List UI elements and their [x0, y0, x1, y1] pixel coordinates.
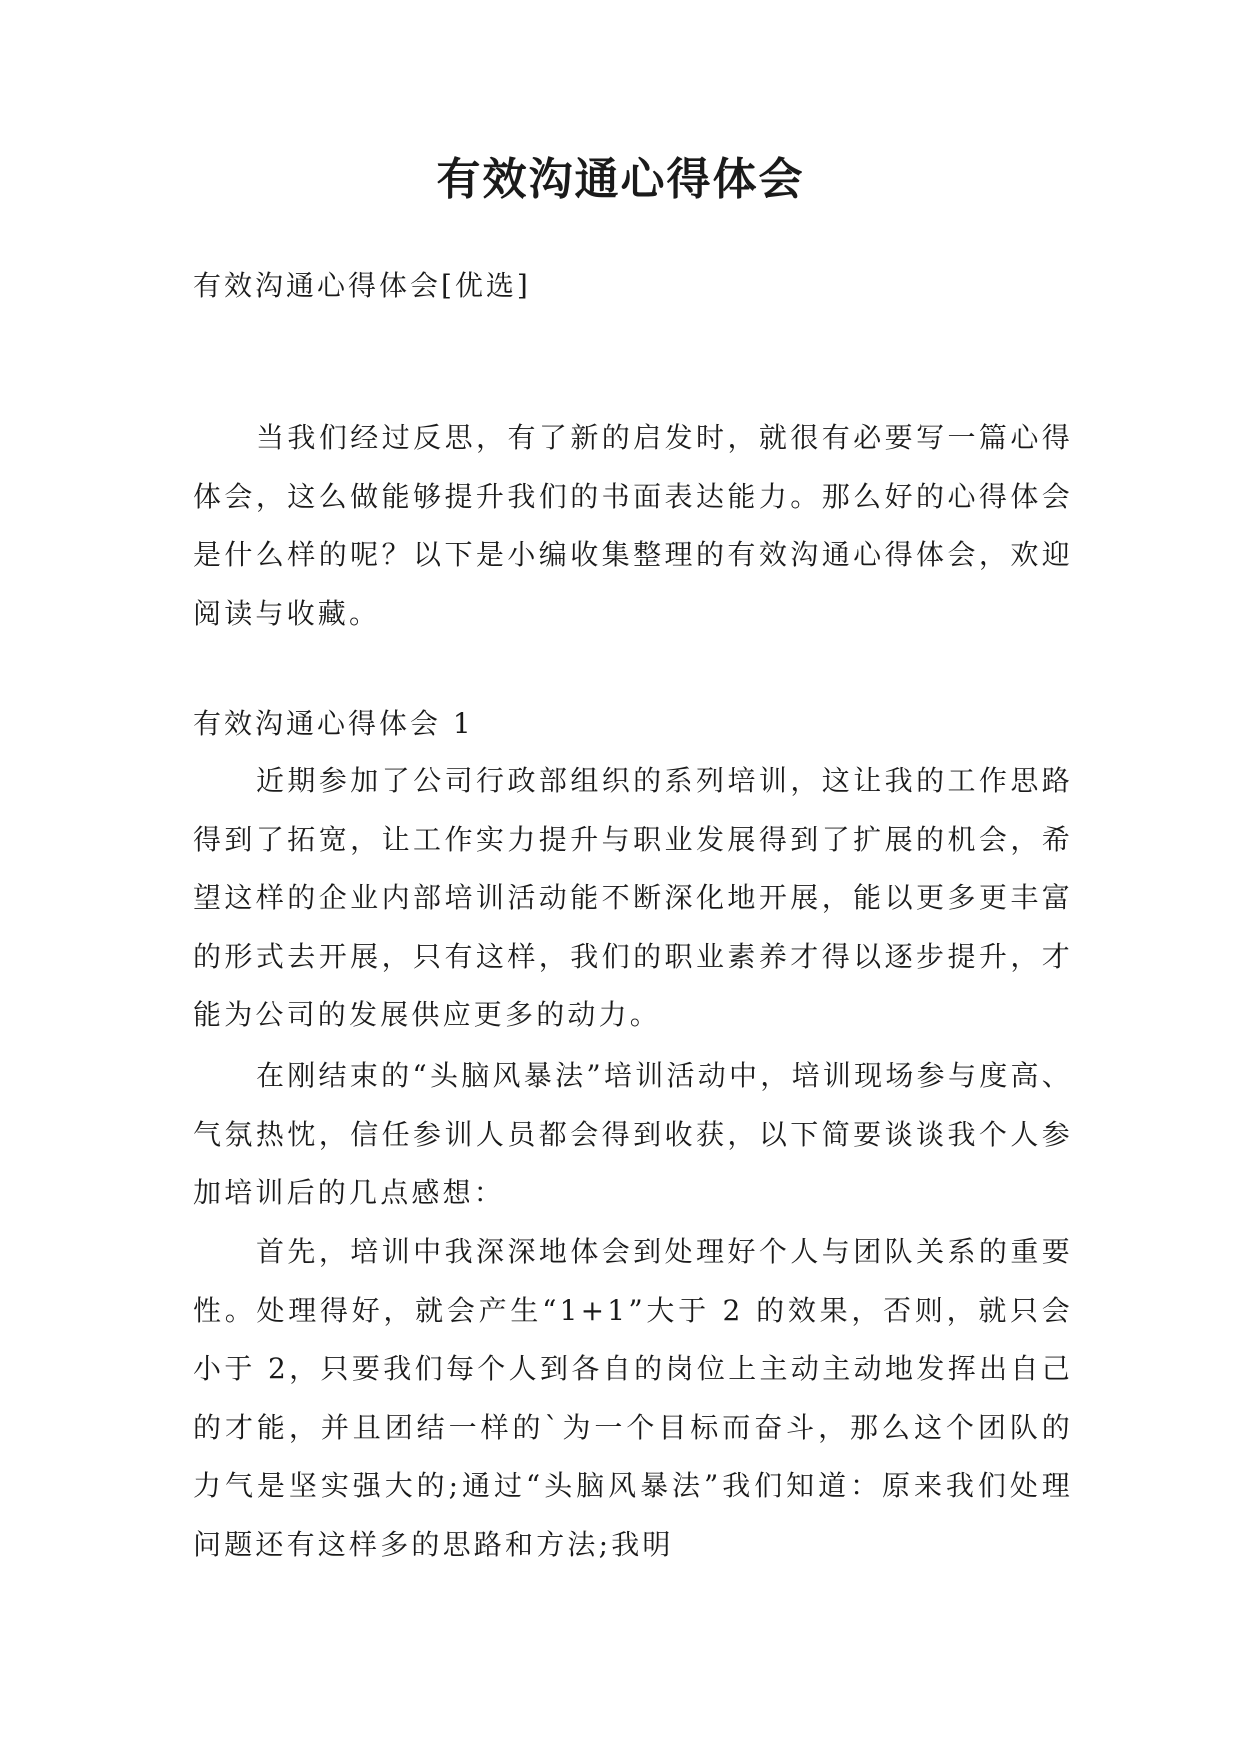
- body-paragraph-1: 近期参加了公司行政部组织的系列培训，这让我的工作思路得到了拓宽，让工作实力提升与职业发展得到了扩展的机会，希望这样的企业内部培训活动能不断深化地开展，能以更多更丰富的形式去开展，只有这样，我们的职业素养才得以逐步提升，才能为公司的发展供应更多的动力。: [193, 764, 1073, 1032]
- document-title: 有效沟通心得体会: [436, 154, 805, 205]
- document-subtitle: 有效沟通心得体会[优选]: [193, 269, 531, 302]
- intro-paragraph: 当我们经过反思，有了新的启发时，就很有必要写一篇心得体会，这么做能够提升我们的书面表达能力。那么好的心得体会是什么样的呢？以下是小编收集整理的有效沟通心得体会，欢迎阅读与收藏。: [193, 421, 1073, 630]
- body-paragraph-2: 在刚结束的“头脑风暴法”培训活动中，培训现场参与度高、气氛热忱，信任参训人员都会得到收获，以下简要谈谈我个人参加培训后的几点感想：: [193, 1059, 1073, 1210]
- body-paragraph-3: 首先，培训中我深深地体会到处理好个人与团队关系的重要性。处理得好，就会产生“1+1”大于 2 的效果，否则，就只会小于 2，只要我们每个人到各自的岗位上主动主动地发挥出自己的才能，并且团结一样的`为一个目标而奋斗，那么这个团队的力气是坚实强大的;通过“头脑风暴法”我们知道：原来我们处理问题还有这样多的思路和方法;我明: [193, 1235, 1073, 1561]
- section-heading: 有效沟通心得体会 1: [193, 707, 474, 740]
